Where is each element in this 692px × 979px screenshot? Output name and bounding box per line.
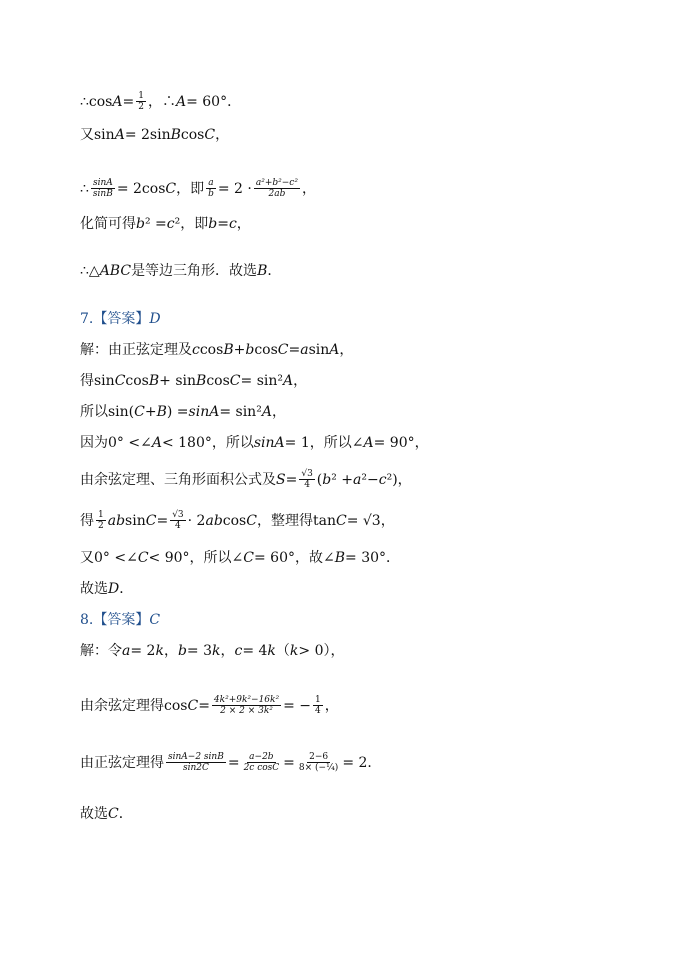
- text: ²，即: [174, 216, 209, 232]
- text: ) =: [166, 404, 189, 420]
- line-7-5: [80, 469, 412, 490]
- numerator: √3: [301, 469, 313, 479]
- numerator: a−2b: [249, 752, 274, 762]
- text: 故选: [80, 581, 108, 597]
- text: 解：令: [80, 643, 122, 659]
- text: ，: [271, 404, 286, 420]
- text: a: [122, 643, 131, 659]
- text: C: [108, 806, 119, 822]
- text: C: [204, 127, 216, 143]
- line-ratio: [80, 178, 316, 199]
- text: ABC: [99, 263, 132, 279]
- text: = 4: [242, 643, 268, 659]
- text: A: [175, 93, 187, 110]
- text: ，: [293, 373, 308, 389]
- fraction: [313, 695, 323, 716]
- text: = 60°，故∠: [254, 550, 335, 566]
- text: C: [335, 512, 347, 529]
- denominator: 2 × 2 × 3k²: [220, 706, 273, 716]
- line-7-7: [80, 549, 400, 567]
- text: b: [208, 216, 218, 232]
- line-7-4: [80, 434, 429, 452]
- denominator: 4: [175, 521, 181, 531]
- text: 解：由正弦定理及: [80, 342, 192, 358]
- denominator: b: [208, 189, 214, 199]
- text: cos: [180, 127, 205, 143]
- text: =: [217, 216, 229, 232]
- text: =: [122, 93, 135, 110]
- text: cos: [254, 342, 278, 358]
- text: +: [144, 404, 157, 420]
- line-cos-a: [80, 91, 241, 112]
- text: < 90°，所以∠: [148, 550, 244, 566]
- numerator: 1: [315, 695, 321, 705]
- text: ．: [118, 806, 133, 822]
- text: ，: [236, 216, 251, 232]
- text: c: [228, 216, 237, 232]
- text: C: [137, 550, 149, 566]
- text: ab: [107, 512, 126, 529]
- text: = sin²: [219, 404, 262, 420]
- text: B: [148, 373, 160, 389]
- text: S: [276, 471, 286, 488]
- text: =: [227, 754, 240, 771]
- text: k: [267, 643, 276, 659]
- text: (: [316, 471, 323, 488]
- text: = sin²: [240, 373, 283, 389]
- text: C: [149, 612, 161, 628]
- line-7-2: [80, 372, 307, 390]
- text: ．: [267, 263, 282, 279]
- text: = 3: [186, 643, 212, 659]
- text: 是等边三角形．故选: [131, 263, 258, 279]
- text: =: [198, 697, 210, 714]
- fraction: [254, 178, 300, 199]
- text: 8.【答案】: [80, 612, 150, 628]
- text: < 180°，所以: [161, 435, 254, 451]
- fraction: [212, 695, 281, 716]
- text: B: [257, 263, 268, 279]
- numerator: 1: [138, 91, 144, 101]
- text: cos: [206, 373, 230, 389]
- text: B: [170, 127, 181, 143]
- numerator: sinA: [92, 178, 113, 188]
- text: k: [289, 643, 299, 659]
- denominator: 4: [304, 480, 310, 490]
- denominator: 2: [98, 521, 104, 531]
- text: 所以sin(: [80, 404, 135, 420]
- fraction: [297, 752, 340, 773]
- text: 又0° <∠: [80, 550, 138, 566]
- text: ，: [215, 127, 230, 143]
- numerator: 1: [98, 510, 104, 520]
- text: ² =: [144, 216, 167, 232]
- line-8-2: [80, 695, 339, 716]
- line-7-3: [80, 403, 286, 421]
- text: c: [192, 342, 200, 358]
- text: 由余弦定理得cos: [80, 697, 188, 714]
- text: C: [187, 697, 199, 714]
- text: ² +: [331, 471, 354, 488]
- text: = √3，: [346, 512, 395, 529]
- numerator: √3: [172, 510, 184, 520]
- text: = 2sin: [124, 127, 171, 143]
- text: 由正弦定理得: [80, 754, 164, 771]
- text: sinA: [253, 435, 285, 451]
- text: A: [329, 342, 340, 358]
- text: = 1，所以∠: [284, 435, 364, 451]
- text: ，即: [176, 180, 205, 197]
- fraction: [166, 752, 226, 773]
- text: ，: [220, 643, 235, 659]
- line-sin-a: [80, 126, 229, 144]
- text: B: [196, 373, 207, 389]
- text: A: [261, 404, 272, 420]
- text: A: [151, 435, 162, 451]
- text: C: [165, 180, 177, 197]
- text: = 2: [130, 643, 156, 659]
- denominator: 2: [138, 102, 144, 112]
- text: = 2cos: [116, 180, 166, 197]
- text: c: [378, 471, 387, 488]
- fraction: [299, 469, 314, 490]
- line-7-1: [80, 341, 353, 359]
- numerator: sinA−2 sinB: [168, 752, 224, 762]
- line-simplify: [80, 215, 251, 233]
- text: A: [112, 93, 123, 110]
- text: a: [353, 471, 362, 488]
- text: > 0），: [298, 643, 345, 659]
- text: = −: [283, 697, 312, 714]
- numerator: a: [208, 178, 214, 188]
- text: = 2．: [342, 754, 382, 771]
- numerator: 4k²+9k²−16k²: [213, 695, 280, 705]
- fraction: [206, 178, 216, 199]
- text: =: [283, 754, 295, 771]
- text: C: [145, 512, 157, 529]
- denominator: 8× (−¼): [298, 763, 339, 773]
- text: C: [229, 373, 241, 389]
- denominator: sinB: [92, 189, 113, 199]
- text: c: [166, 216, 175, 232]
- text: cos: [125, 373, 149, 389]
- text: 又sin: [80, 127, 115, 143]
- text: ∴: [80, 180, 89, 197]
- line-7-8: [80, 580, 133, 598]
- text: cos: [222, 512, 247, 529]
- text: k: [155, 643, 164, 659]
- text: C: [243, 550, 254, 566]
- line-8-4: [80, 805, 133, 823]
- line-conclusion-b: [80, 262, 281, 280]
- fraction: [96, 510, 106, 531]
- text: b: [322, 471, 332, 488]
- text: C: [134, 404, 145, 420]
- text: = 30°．: [345, 550, 401, 566]
- text: A: [363, 435, 374, 451]
- denominator: 2c cosC: [243, 763, 280, 773]
- text: =: [288, 342, 301, 358]
- text: b: [245, 342, 255, 358]
- text: b: [177, 643, 187, 659]
- text: sinA: [188, 404, 220, 420]
- fraction: [170, 510, 185, 531]
- text: A: [283, 373, 294, 389]
- text: = 90°，: [373, 435, 429, 451]
- text: B: [334, 550, 346, 566]
- fraction: [136, 91, 146, 112]
- text: B: [223, 342, 234, 358]
- text: 故选: [80, 806, 108, 822]
- text: ²−: [361, 471, 379, 488]
- text: D: [108, 581, 120, 597]
- text: ，: [301, 180, 316, 197]
- text: ∴△: [80, 263, 100, 279]
- text: ，: [163, 643, 178, 659]
- text: C: [246, 512, 257, 529]
- text: ，: [339, 342, 354, 358]
- text: 得: [80, 512, 94, 529]
- text: 由余弦定理、三角形面积公式及: [80, 471, 276, 488]
- text: ．: [119, 581, 134, 597]
- text: ∴cos: [80, 93, 113, 110]
- text: = 2 ·: [217, 180, 252, 197]
- text: C: [277, 342, 289, 358]
- text: ²)，: [386, 471, 412, 488]
- text: A: [114, 127, 125, 143]
- text: 得sin: [80, 373, 115, 389]
- text: k: [212, 643, 221, 659]
- text: = 60°．: [186, 93, 242, 110]
- text: C: [114, 373, 126, 389]
- line-7-6: [80, 510, 395, 531]
- text: cos: [199, 342, 224, 358]
- numerator: 2−6: [309, 752, 329, 762]
- text: =: [156, 512, 169, 529]
- text: b: [136, 216, 145, 232]
- text: B: [156, 404, 167, 420]
- denominator: 4: [315, 706, 321, 716]
- text: · 2: [187, 512, 206, 529]
- fraction: [91, 178, 115, 199]
- denominator: 2ab: [268, 189, 286, 199]
- text: + sin: [159, 373, 197, 389]
- text: D: [149, 311, 161, 327]
- text: c: [234, 643, 243, 659]
- answer-8-heading: [80, 611, 160, 629]
- text: 化简可得: [80, 216, 136, 232]
- denominator: sin2C: [182, 763, 209, 773]
- text: ，: [324, 697, 339, 714]
- text: 7.【答案】: [80, 311, 150, 327]
- text: ，∴: [147, 93, 176, 110]
- line-8-1: [80, 642, 344, 660]
- fraction: [242, 752, 282, 773]
- line-8-3: [80, 752, 381, 773]
- text: a: [300, 342, 309, 358]
- answer-7-heading: [80, 310, 161, 328]
- text: 因为0° <∠: [80, 435, 152, 451]
- text: ab: [205, 512, 223, 529]
- numerator: a²+b²−c²: [255, 178, 298, 188]
- text: sin: [125, 512, 146, 529]
- text: =: [285, 471, 298, 488]
- text: sin: [308, 342, 330, 358]
- text: ，整理得tan: [256, 512, 336, 529]
- text: +: [233, 342, 246, 358]
- text: （: [275, 643, 290, 659]
